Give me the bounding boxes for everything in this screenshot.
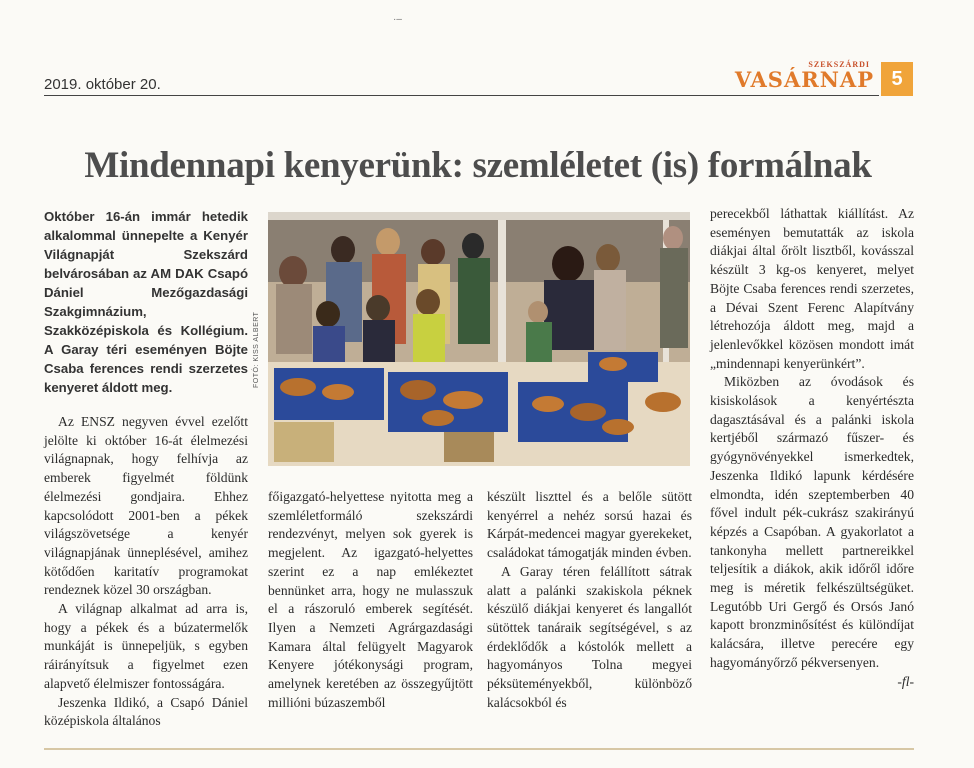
paragraph: Az ENSZ negyven évvel ezelőtt jelölte ki október 16-át élelmezési világnapnak, hogy felhívja az emberek figyelmét földünk élelmezési gondjaira. Ehhez kapcsolódott 2001-ben a pékek világszövetsége a kenyér világnapjának ünneplésével, amihez kötődően karitatív programokat rendeznek közel 30 országban.: [44, 414, 248, 598]
article-column-3: [487, 488, 692, 712]
paragraph: A Garay téren felállított sátrak alatt a palánki szakiskola péknek készülő diákjai kenyeret és langallót sütöttek tanáraik segítségével, s az érdeklődők a kóstolók mellett a hagyományos Tolna megyei péksüteményekből, különböző kalácsokból és: [487, 563, 692, 710]
footer-divider: [44, 748, 914, 750]
masthead-subtitle: SZEKSZÁRDI: [808, 60, 870, 69]
article-column-2: [268, 488, 473, 712]
masthead-title: VASÁRNAP: [734, 67, 874, 92]
paragraph: A világnap alkalmat ad arra is, hogy a pékek és a búzatermelők munkáját is ünnepeljük, s egyben ráirányítsuk a figyelmet ezen alapvető élelmiszer fontosságára.: [44, 601, 248, 691]
paragraph: perecekből láthattak kiállítást. Az eseményen bemutatták az iskola diákjai által őrölt lisztből, kovásszal készült 3 kg-os kenyeret, melyet Böjte Csaba ferences rendi szerzetes, a Dévai Szent Ferenc Alapítvány létrehozója áldott meg, majd a jelenlevőkkel közösen mondott imát „mindennapi kenyerünkért”.: [710, 206, 914, 371]
paragraph: főigazgató-helyettese nyitotta meg a szemléletformáló szekszárdi rendezvényt, melyen sok gyerek is megjelent. Az igazgató-helyettes szerint ez a nap emlékeztet bennünket arra, hogy ne mulasszuk el a rászoruló emberek segítését. Ilyen a Nemzeti Agrárgazdasági Kamara által felügyelt Magyarok Kenyere jótékonysági program, amelynek keretében az összegyűjtött millióni búzaszemből: [268, 489, 473, 710]
issue-date: 2019. október 20.: [44, 76, 161, 93]
article-photo: [268, 212, 690, 466]
header-divider: [44, 95, 879, 96]
bread-stand-photo: [268, 212, 690, 466]
article-column-4: [710, 205, 914, 691]
article-column-1: [44, 413, 248, 731]
article-lead: Október 16-án immár hetedik alkalommal ünnepelte a Kenyér Világnapját Szekszárd belvárosában az AM DAK Csapó Dániel Mezőgazdasági Szakgimnázium, Szakközépiskola és Kollégium. A Garay téri eseményen Böjte Csaba ferences rendi szerzetes kenyeret áldott meg.: [44, 209, 248, 395]
paragraph: Miközben az óvodások és kisiskolások a kenyértészta dagasztásával és a palánki iskola kertjéből származó fűszer- és gyógynövényekkel ismerkedtek, Jeszenka Ildikó lapunk kérdésére elmondta, idén szeptemberben 40 fővel indult pék-cukrász szakirányú képzés a Csapóban. A gyakorlatot a tankonyha mellett partnereikkel teljesítik a diákok, akik időről időre meg is méretik felkészültségüket. Legutóbb Uri Gergő és Orsós Janó kapott bronzminősítést és különdíjat kalácsára, illetve perecére egy hagyományőrző pékversenyen.: [710, 374, 914, 670]
page-number-badge: 5: [881, 62, 913, 96]
top-mark: ·–: [393, 14, 402, 25]
author-signature: -fl-: [897, 673, 914, 689]
article-headline: Mindennapi kenyerünk: szemléletet (is) formálnak: [84, 145, 872, 186]
masthead-logo: [734, 60, 878, 96]
paragraph: Jeszenka Ildikó, a Csapó Dániel középiskola általános: [44, 694, 248, 729]
paragraph: készült liszttel és a belőle sütött kenyérrel a nehéz sorsú hazai és Kárpát-medencei magyar gyerekeket, családokat támogatják minden évben.: [487, 489, 692, 561]
photo-credit: FOTÓ: KISS ALBERT: [253, 311, 260, 388]
